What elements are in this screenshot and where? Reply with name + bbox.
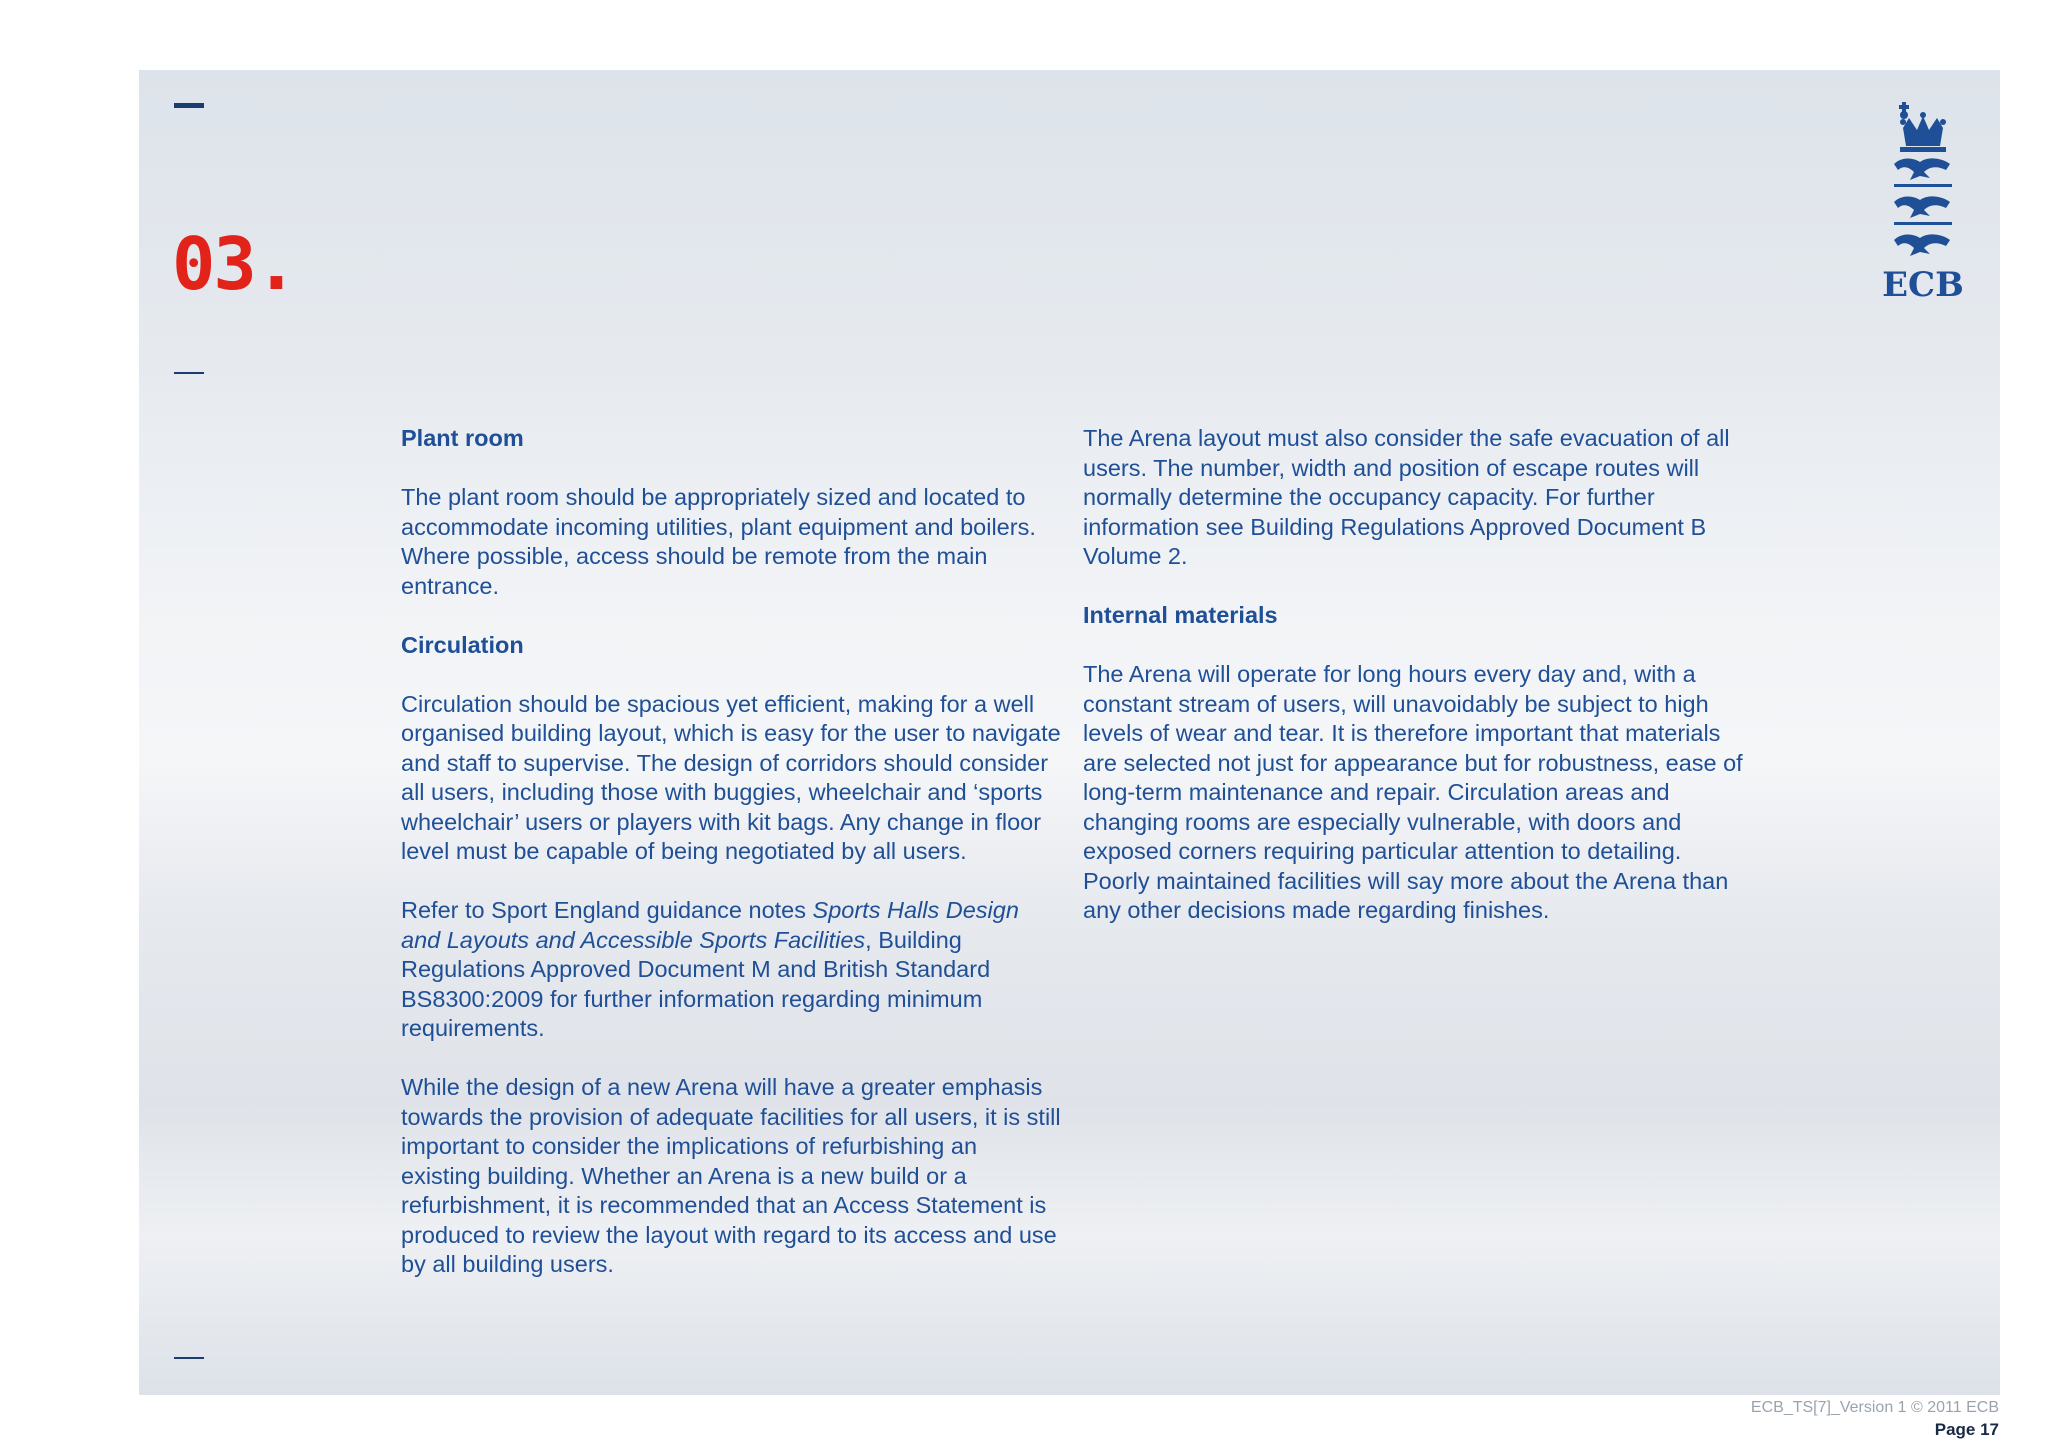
- top-dash-marker: [174, 103, 204, 108]
- document-reference: ECB_TS[7]_Version 1 © 2011 ECB: [1750, 1399, 1999, 1416]
- heading-circulation: Circulation: [401, 631, 524, 658]
- right-column: [1083, 424, 1743, 955]
- bottom-divider: [174, 1357, 204, 1359]
- page-footer: [1751, 1397, 1999, 1441]
- svg-text:ECB: ECB: [1882, 265, 1964, 300]
- section-divider: [174, 372, 204, 374]
- left-column: [401, 424, 1061, 1309]
- heading-plant-room: Plant room: [401, 425, 524, 451]
- ecb-logo: [1880, 100, 1966, 300]
- paragraph-new-arena: While the design of a new Arena will have a greater emphasis towards the provision of adequate facilities for all users, it is still important to consider the implications of refurbishing an existing building. Whether an Arena is a new build or a refurbishment, it is recommended that an Access Statement is produced to review the layout with regard to its access and use by all building users.: [401, 1074, 1061, 1277]
- paragraph-circulation: Circulation should be spacious yet efficient, making for a well organised building layout, which is easy for the user to navigate and staff to supervise. The design of corridors should consider all users, including those with buggies, wheelchair and ‘sports wheelchair’ users or players with kit bags. Any change in floor level must be capable of being negotiated by all users.: [401, 690, 1061, 864]
- paragraph-refer: [401, 896, 1061, 1044]
- refer-italic-titles: Sports Halls Design and Layouts and Accessible Sports Facilities: [401, 897, 1019, 953]
- refer-lead: Refer to Sport England guidance notes: [401, 897, 813, 923]
- paragraph-internal-materials: The Arena will operate for long hours every day and, with a constant stream of users, will unavoidably be subject to high levels of wear and tear. It is therefore important that materials are selected not just for appearance but for robustness, ease of long-term maintenance and repair. Circulation areas and changing rooms are especially vulnerable, with doors and exposed corners requiring particular attention to detailing. Poorly maintained facilities will say more about the Arena than any other decisions made regarding finishes.: [1083, 661, 1743, 923]
- page-number: Page 17: [1934, 1420, 1999, 1439]
- ecb-crest-icon: [1880, 100, 1966, 300]
- refer-rest: , Building Regulations Approved Document M and British Standard BS8300:2009 for further information regarding minimum requirements.: [401, 926, 991, 1041]
- paragraph-evacuation: The Arena layout must also consider the safe evacuation of all users. The number, width and position of escape routes will normally determine the occupancy capacity. For further information see Building Regulations Approved Document B Volume 2.: [1083, 425, 1730, 569]
- section-number: 03.: [172, 222, 297, 306]
- heading-internal-materials: Internal materials: [1083, 602, 1278, 628]
- paragraph-plant-room: The plant room should be appropriately sized and located to accommodate incoming utilities, plant equipment and boilers. Where possible, access should be remote from the main entrance.: [401, 484, 1036, 599]
